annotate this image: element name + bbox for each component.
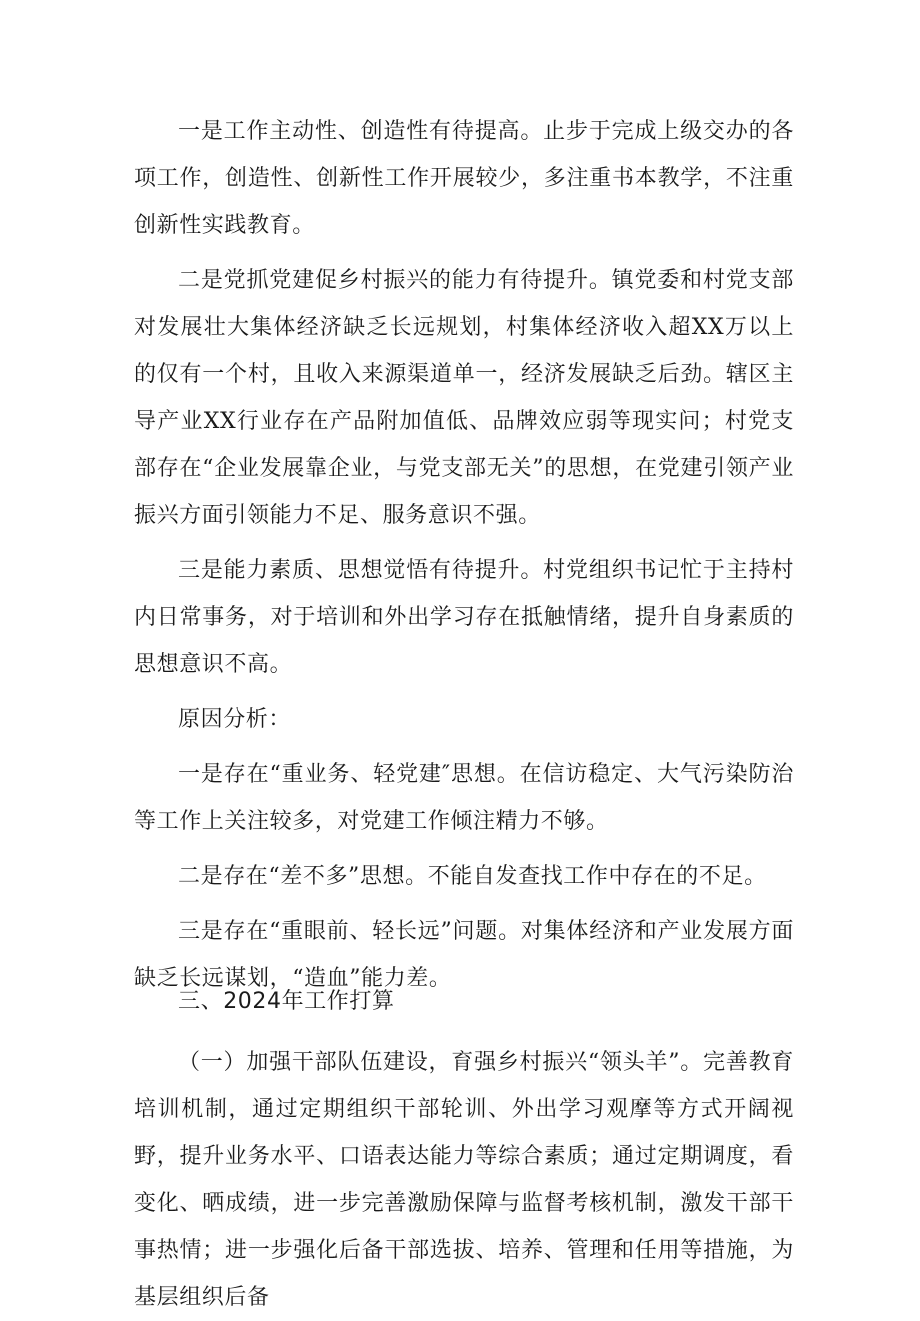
paragraph-1: 一是工作主动性、创造性有待提高。止步于完成上级交办的各项工作，创造性、创新性工作开展较少，多注重书本教学，不注重创新性实践教育。 — [134, 119, 794, 238]
paragraph-4: 原因分析： — [178, 707, 292, 732]
section-block — [134, 978, 794, 1321]
paragraph-3: 三是能力素质、思想觉悟有待提升。村党组织书记忙于主持村内日常事务，对于培训和外出学习存在抵触情绪，提升自身素质的思想意识不高。 — [134, 558, 794, 677]
paragraph-2: 二是党抓党建促乡村振兴的能力有待提升。镇党委和村党支部对发展壮大集体经济缺乏长远规划，村集体经济收入超XX万以上的仅有一个村，且收入来源渠道单一，经济发展缺乏后劲。辖区主导产业XX行业存在产品附加值低、品牌效应弱等现实问；村党支部存在“企业发展靠企业，与党支部无关”的思想，在党建引领产业振兴方面引领能力不足、服务意识不强。 — [134, 268, 794, 528]
paragraph-6: 二是存在“差不多”思想。不能自发查找工作中存在的不足。 — [178, 864, 767, 889]
section-heading: 三、2024年工作打算 — [178, 989, 395, 1014]
paragraph-5: 一是存在“重业务、轻党建″思想。在信访稳定、大气污染防治等工作上关注较多，对党建工作倾注精力不够。 — [134, 762, 794, 834]
paragraph-7: 三是存在“重眼前、轻长远”问题。对集体经济和产业发展方面缺乏长远谋划，“造血”能力差。 — [134, 919, 794, 991]
section-paragraph: （一）加强干部队伍建设，育强乡村振兴“领头羊”。完善教育培训机制，通过定期组织干部轮训、外出学习观摩等方式开阔视野，提升业务水平、口语表达能力等综合素质；通过定期调度，看变化、晒成绩，进一步完善激励保障与监督考核机制，激发干部干事热情；进一步强化后备干部选拔、培养、管理和任用等措施，为基层组织后备 — [134, 1050, 794, 1310]
document-body — [134, 108, 794, 1002]
